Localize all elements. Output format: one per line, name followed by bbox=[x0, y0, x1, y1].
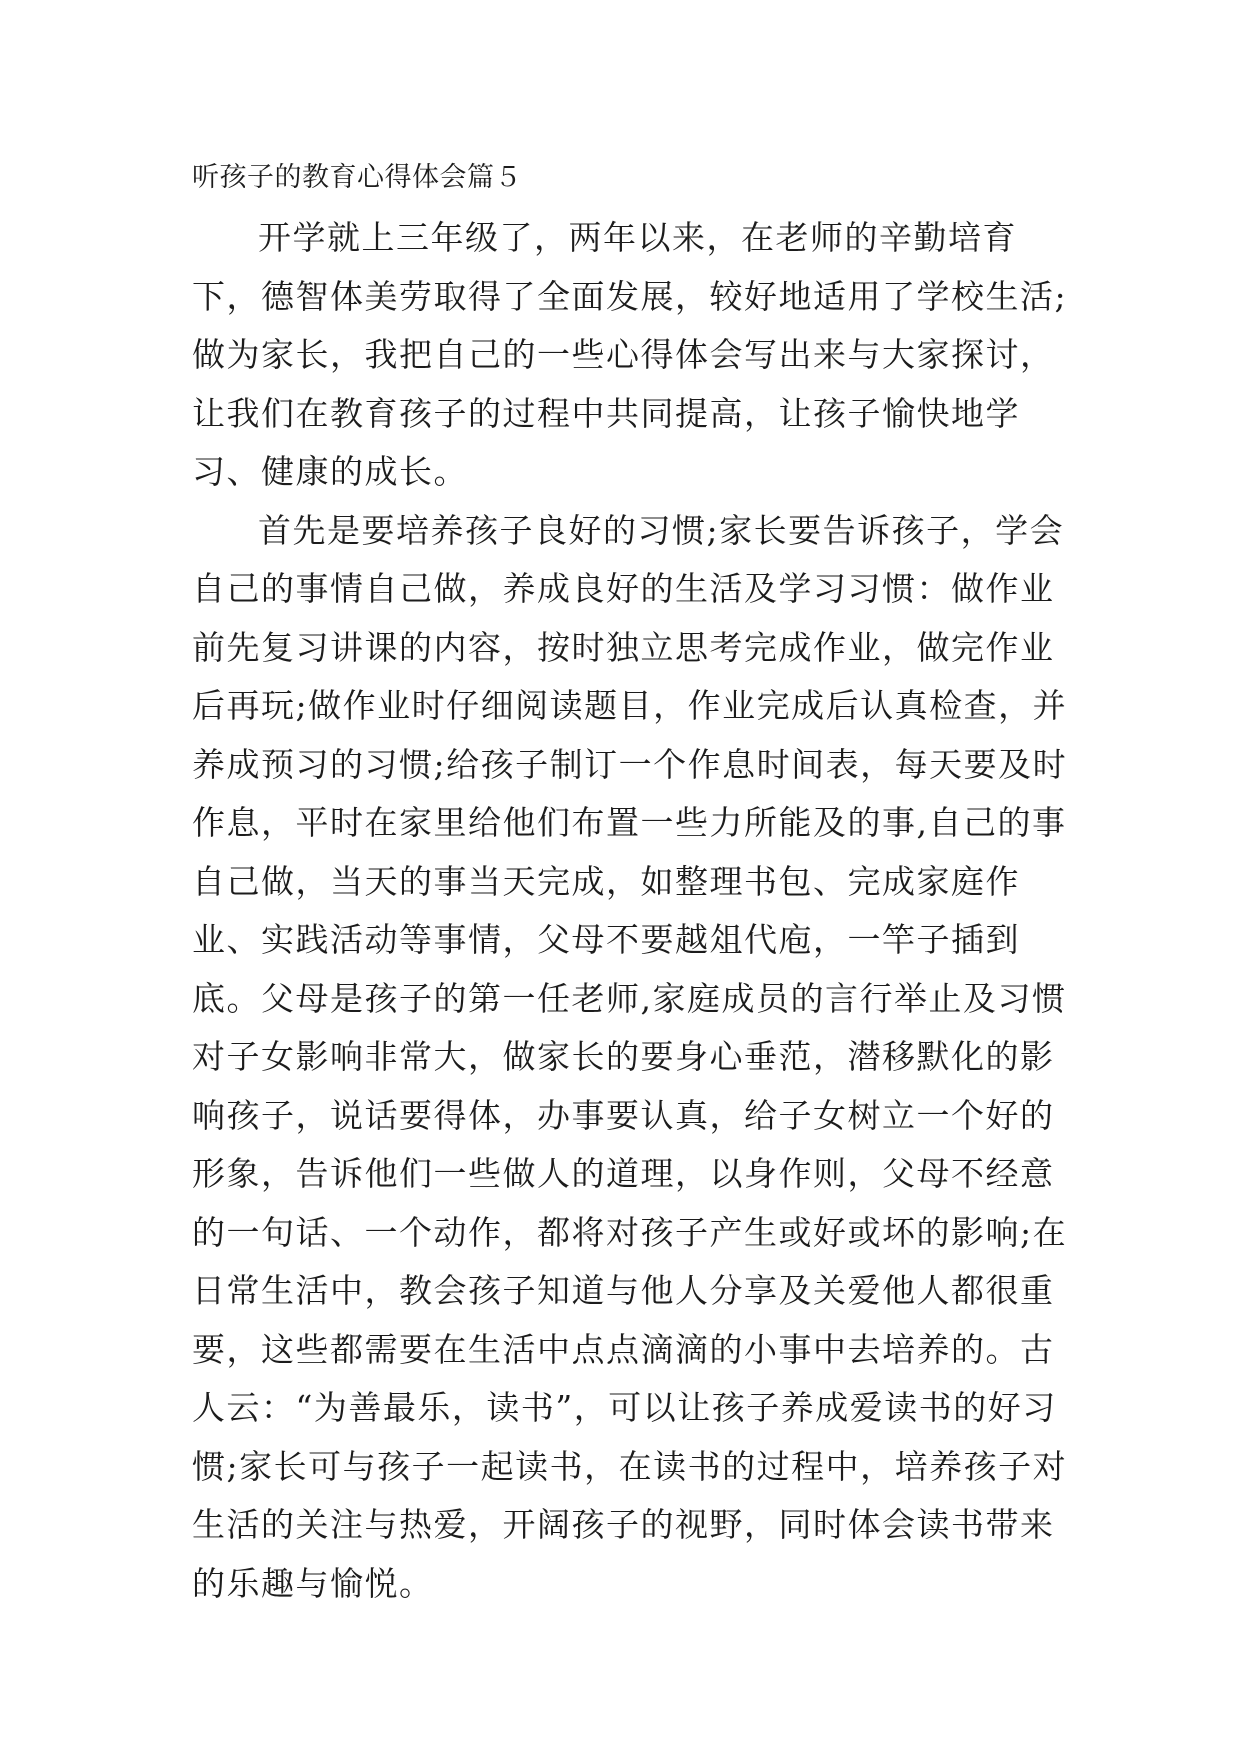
page-title: 听孩子的教育心得体会篇５ bbox=[192, 162, 522, 193]
document-body bbox=[192, 158, 1072, 1613]
paragraph-habits: 首先是要培养孩子良好的习惯;家长要告诉孩子，学会自己的事情自己做，养成良好的生活及学习习惯：做作业前先复习讲课的内容，按时独立思考完成作业，做完作业后再玩;做作业时仔细阅读题目，作业完成后认真检查，并养成预习的习惯;给孩子制订一个作息时间表，每天要及时作息，平时在家里给他们布置一些力所能及的事,自己的事自己做，当天的事当天完成，如整理书包、完成家庭作业、实践活动等事情，父母不要越俎代庖，一竿子插到底。父母是孩子的第一任老师,家庭成员的言行举止及习惯对子女影响非常大，做家长的要身心垂范，潜移默化的影响孩子，说话要得体，办事要认真，给子女树立一个好的形象，告诉他们一些做人的道理，以身作则，父母不经意的一句话、一个动作，都将对孩子产生或好或坏的影响;在日常生活中，教会孩子知道与他人分享及关爱他人都很重要，这些都需要在生活中点点滴滴的小事中去培养的。古人云：“为善最乐，读书”，可以让孩子养成爱读书的好习惯;家长可与孩子一起读书，在读书的过程中，培养孩子对生活的关注与热爱，开阔孩子的视野，同时体会读书带来的乐趣与愉悦。 bbox=[192, 510, 1068, 1603]
paragraph-intro: 开学就上三年级了，两年以来，在老师的辛勤培育下，德智体美劳取得了全面发展，较好地适用了学校生活;做为家长，我把自己的一些心得体会写出来与大家探讨，让我们在教育孩子的过程中共同提高，让孩子愉快地学习、健康的成长。 bbox=[192, 218, 1068, 491]
